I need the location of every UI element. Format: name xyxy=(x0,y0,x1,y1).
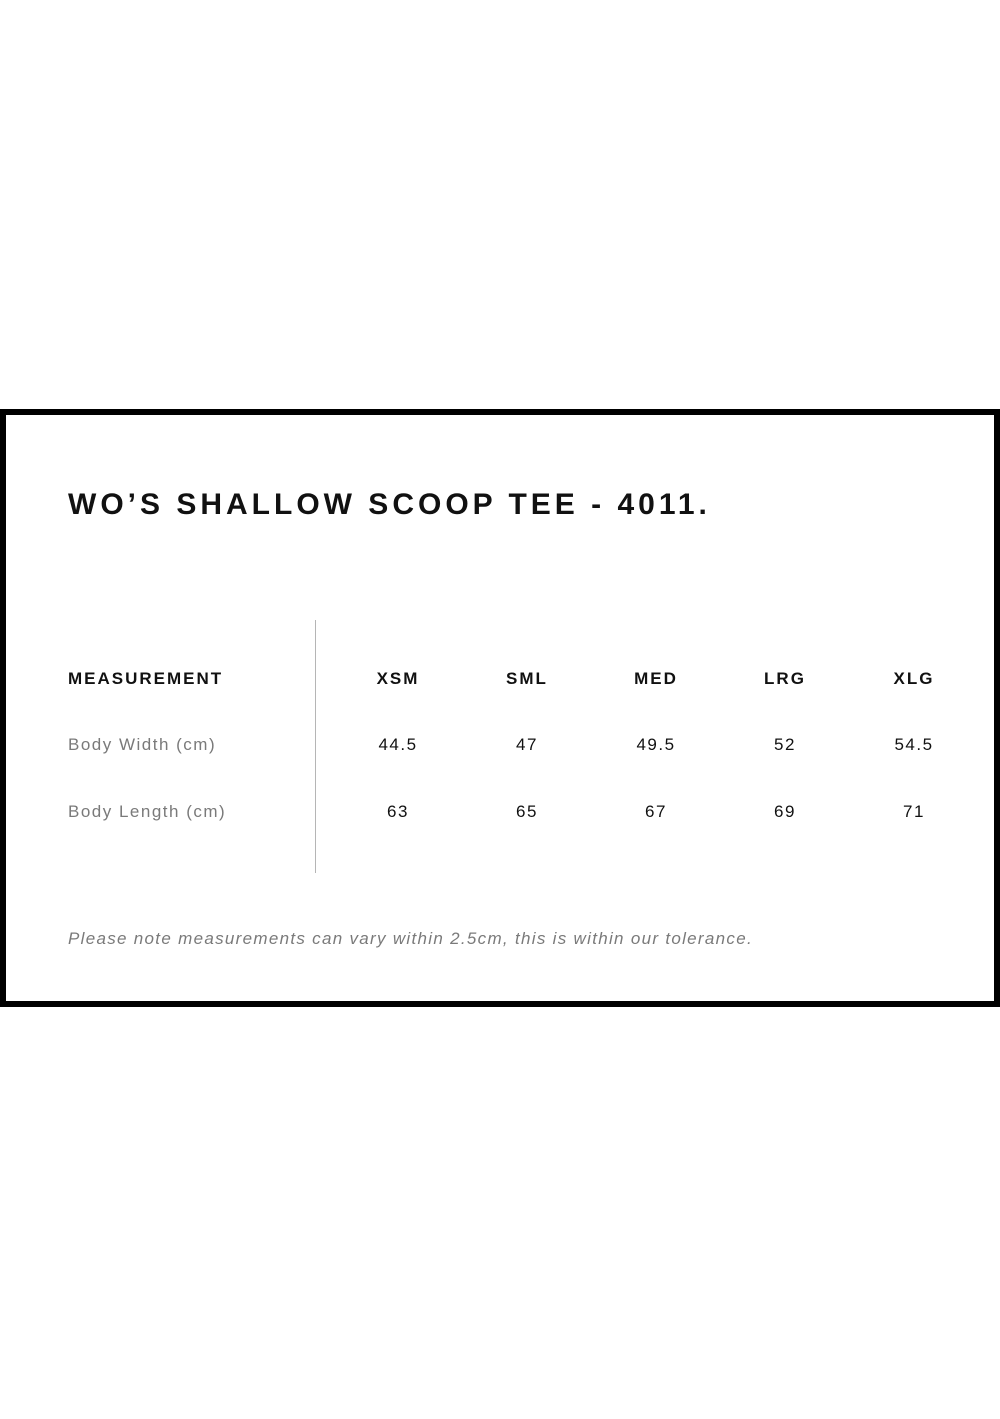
size-header: LRG xyxy=(764,669,806,688)
size-chart-card xyxy=(0,409,1000,1007)
body-width-value: 47 xyxy=(516,735,538,754)
body-length-value: 67 xyxy=(645,802,667,821)
body-length-value: 69 xyxy=(774,802,796,821)
body-length-value: 65 xyxy=(516,802,538,821)
size-chart-title: WO’S SHALLOW SCOOP TEE - 4011. xyxy=(68,488,711,521)
tolerance-note: Please note measurements can vary within 2.5cm, this is within our tolerance. xyxy=(68,929,753,948)
body-width-label: Body Width (cm) xyxy=(68,735,217,754)
body-width-value: 54.5 xyxy=(894,735,934,754)
body-width-value: 52 xyxy=(774,735,796,754)
size-header: XSM xyxy=(376,669,420,688)
size-header: MED xyxy=(634,669,678,688)
body-length-label: Body Length (cm) xyxy=(68,802,227,821)
column-divider xyxy=(315,620,316,873)
size-header: SML xyxy=(506,669,548,688)
measurement-header: MEASUREMENT xyxy=(68,669,224,688)
size-header: XLG xyxy=(893,669,935,688)
body-length-value: 71 xyxy=(903,802,925,821)
body-width-value: 44.5 xyxy=(378,735,418,754)
body-length-value: 63 xyxy=(387,802,409,821)
body-width-value: 49.5 xyxy=(636,735,676,754)
